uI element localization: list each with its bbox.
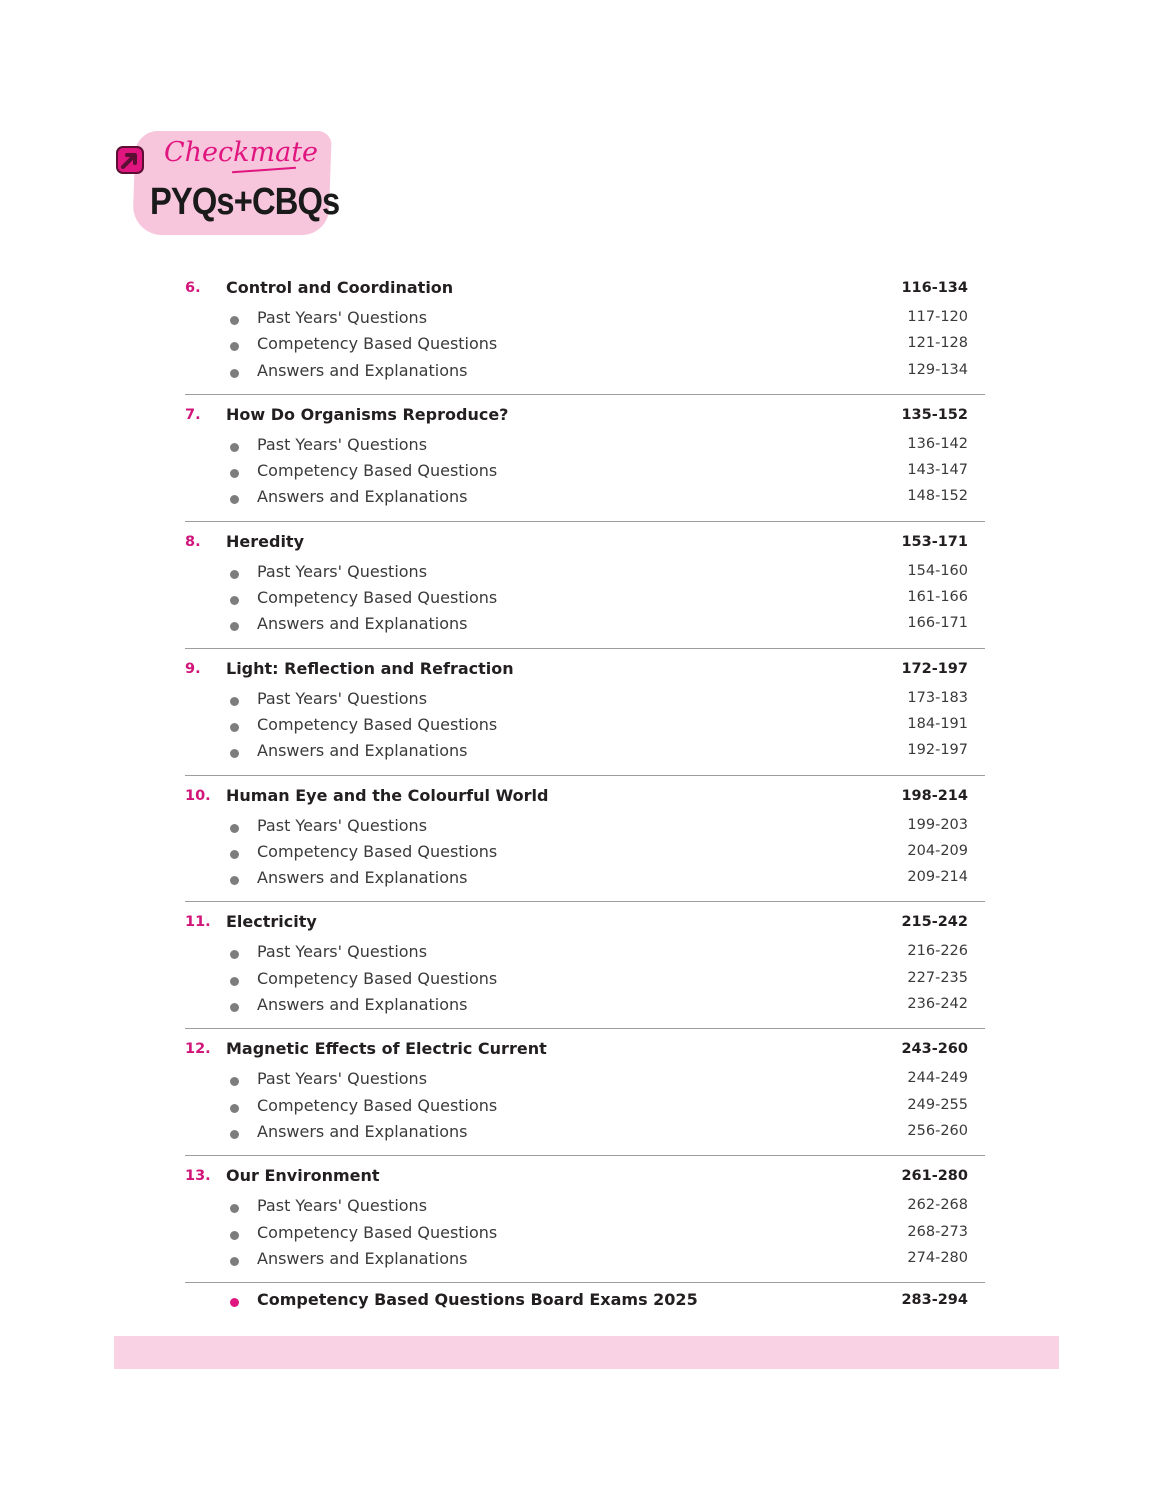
chapter-number: 10. <box>185 787 211 804</box>
chapter-pages: 243-260 <box>901 1041 968 1058</box>
toc-subitem[interactable] <box>185 815 985 841</box>
chapter-pages: 215-242 <box>901 914 968 931</box>
subitem-pages: 117-120 <box>907 309 968 325</box>
bullet-icon <box>230 1231 239 1240</box>
chapter-heading[interactable] <box>185 659 985 688</box>
extra-entry-label: Competency Based Questions Board Exams 2025 <box>257 1290 698 1309</box>
chapter-title: Control and Coordination <box>226 278 454 297</box>
chapter-pages: 172-197 <box>901 660 968 677</box>
chapter-number: 6. <box>185 280 201 296</box>
chapter-number: 12. <box>185 1041 211 1058</box>
subitem-label: Past Years' Questions <box>257 942 428 962</box>
toc-subitem[interactable] <box>185 1121 985 1147</box>
subitem-label: Past Years' Questions <box>257 561 428 581</box>
table-of-contents <box>185 278 985 1293</box>
chapter-title: Light: Reflection and Refraction <box>226 658 514 678</box>
toc-subitem[interactable] <box>185 1248 985 1274</box>
chapter-heading[interactable] <box>185 532 985 561</box>
chapter-title: How Do Organisms Reproduce? <box>226 404 509 424</box>
toc-chapter <box>185 912 985 1029</box>
toc-subitem[interactable] <box>185 994 985 1020</box>
toc-chapter <box>185 532 985 649</box>
bullet-icon <box>230 1077 239 1086</box>
chapter-title: Human Eye and the Colourful World <box>226 785 549 805</box>
subitem-pages: 209-214 <box>907 869 968 886</box>
extra-entry-pages: 283-294 <box>901 1292 968 1308</box>
bullet-icon <box>230 1003 239 1012</box>
logo-script-text: Checkmate <box>164 137 319 168</box>
toc-chapter <box>185 786 985 903</box>
chapter-heading[interactable] <box>185 1166 985 1195</box>
bullet-icon <box>230 1257 239 1266</box>
toc-subitem[interactable] <box>185 561 985 587</box>
toc-subitem[interactable] <box>185 1195 985 1221</box>
subitem-label: Competency Based Questions <box>257 1095 498 1115</box>
subitem-label: Answers and Explanations <box>257 995 468 1015</box>
subitem-label: Competency Based Questions <box>257 461 498 481</box>
subitem-pages: 121-128 <box>907 335 968 352</box>
chapter-title: Magnetic Effects of Electric Current <box>226 1039 547 1059</box>
subitem-label: Past Years' Questions <box>257 308 428 327</box>
bullet-icon <box>230 570 239 579</box>
chapter-pages: 135-152 <box>901 406 968 423</box>
subitem-pages: 154-160 <box>907 562 968 579</box>
chapter-heading[interactable] <box>185 912 985 941</box>
toc-chapter <box>185 405 985 522</box>
subitem-pages: 216-226 <box>907 943 968 960</box>
chapter-pages: 153-171 <box>901 533 968 550</box>
chapter-pages: 116-134 <box>901 280 968 296</box>
chapter-heading[interactable] <box>185 278 985 307</box>
toc-subitem[interactable] <box>185 1068 985 1094</box>
toc-chapter <box>185 659 985 776</box>
chapter-title: Electricity <box>226 912 317 932</box>
subitem-pages: 262-268 <box>907 1197 968 1214</box>
bullet-icon <box>230 950 239 959</box>
subitem-pages: 227-235 <box>907 969 968 986</box>
toc-subitem[interactable] <box>185 688 985 714</box>
subitem-pages: 199-203 <box>907 816 968 833</box>
bullet-icon <box>230 977 239 986</box>
subitem-pages: 184-191 <box>907 715 968 732</box>
subitem-pages: 143-147 <box>907 462 968 479</box>
subitem-label: Answers and Explanations <box>257 1121 468 1141</box>
logo-main-text: PYQs+CBQs <box>150 181 340 223</box>
checkmate-logo <box>116 131 340 237</box>
subitem-label: Competency Based Questions <box>257 588 498 608</box>
toc-chapter <box>185 278 985 395</box>
bullet-icon <box>230 749 239 758</box>
bullet-icon <box>230 697 239 706</box>
subitem-pages: 136-142 <box>907 435 968 452</box>
chapter-number: 8. <box>185 533 201 550</box>
toc-subitem[interactable] <box>185 587 985 613</box>
chapter-title: Our Environment <box>226 1166 380 1186</box>
toc-subitem[interactable] <box>185 307 985 333</box>
subitem-label: Answers and Explanations <box>257 741 468 761</box>
subitem-pages: 236-242 <box>907 996 968 1013</box>
subitem-label: Past Years' Questions <box>257 434 428 454</box>
subitem-label: Answers and Explanations <box>257 1248 468 1268</box>
subitem-label: Competency Based Questions <box>257 968 498 988</box>
toc-subitem[interactable] <box>185 460 985 486</box>
toc-subitem[interactable] <box>185 1095 985 1121</box>
bullet-icon <box>230 495 239 504</box>
subitem-label: Answers and Explanations <box>257 487 468 507</box>
toc-subitem[interactable] <box>185 1222 985 1248</box>
bullet-icon <box>230 1130 239 1139</box>
toc-subitem[interactable] <box>185 968 985 994</box>
toc-subitem[interactable] <box>185 841 985 867</box>
bullet-icon <box>230 622 239 631</box>
chapter-pages: 261-280 <box>901 1168 968 1185</box>
toc-subitem[interactable] <box>185 867 985 893</box>
bullet-icon <box>230 850 239 859</box>
subitem-pages: 192-197 <box>907 742 968 759</box>
toc-subitem[interactable] <box>185 434 985 460</box>
toc-chapter <box>185 1166 985 1283</box>
chapter-heading[interactable] <box>185 1039 985 1068</box>
subitem-pages: 274-280 <box>907 1249 968 1266</box>
bullet-icon <box>230 1104 239 1113</box>
chapter-pages: 198-214 <box>901 787 968 804</box>
subitem-label: Answers and Explanations <box>257 360 468 380</box>
subitem-label: Competency Based Questions <box>257 334 498 354</box>
chapter-heading[interactable] <box>185 786 985 815</box>
toc-subitem[interactable] <box>185 613 985 639</box>
subitem-label: Past Years' Questions <box>257 1069 428 1089</box>
subitem-pages: 166-171 <box>907 615 968 632</box>
subitem-label: Competency Based Questions <box>257 714 498 734</box>
subitem-label: Past Years' Questions <box>257 688 428 708</box>
subitem-label: Past Years' Questions <box>257 1196 428 1216</box>
subitem-pages: 268-273 <box>907 1223 968 1240</box>
bullet-icon <box>230 876 239 885</box>
subitem-label: Competency Based Questions <box>257 841 498 861</box>
bullet-icon <box>230 369 239 378</box>
subitem-pages: 256-260 <box>907 1122 968 1139</box>
bullet-icon <box>230 469 239 478</box>
toc-subitem[interactable] <box>185 486 985 512</box>
subitem-pages: 129-134 <box>907 361 968 378</box>
chapter-number: 13. <box>185 1168 211 1185</box>
toc-subitem[interactable] <box>185 740 985 766</box>
subitem-label: Answers and Explanations <box>257 614 468 634</box>
subitem-pages: 161-166 <box>907 589 968 606</box>
toc-subitem[interactable] <box>185 714 985 740</box>
subitem-label: Competency Based Questions <box>257 1222 498 1242</box>
bullet-icon <box>230 1298 239 1307</box>
bullet-icon <box>230 443 239 452</box>
subitem-pages: 148-152 <box>907 488 968 505</box>
chapter-number: 7. <box>185 406 201 423</box>
footer-band <box>114 1336 1059 1369</box>
toc-subitem[interactable] <box>185 941 985 967</box>
subitem-pages: 249-255 <box>907 1096 968 1113</box>
subitem-pages: 204-209 <box>907 842 968 859</box>
subitem-label: Past Years' Questions <box>257 815 428 835</box>
arrow-icon <box>116 146 144 174</box>
chapter-number: 11. <box>185 914 211 931</box>
bullet-icon <box>230 824 239 833</box>
bullet-icon <box>230 1204 239 1213</box>
chapter-title: Heredity <box>226 531 304 551</box>
toc-extra-entry[interactable] <box>185 1290 985 1316</box>
toc-subitem[interactable] <box>185 333 985 359</box>
subitem-pages: 244-249 <box>907 1070 968 1087</box>
bullet-icon <box>230 316 239 325</box>
chapter-heading[interactable] <box>185 405 985 434</box>
bullet-icon <box>230 342 239 351</box>
bullet-icon <box>230 723 239 732</box>
toc-chapter <box>185 1039 985 1156</box>
subitem-label: Answers and Explanations <box>257 868 468 888</box>
subitem-pages: 173-183 <box>907 689 968 706</box>
chapter-number: 9. <box>185 660 201 677</box>
bullet-icon <box>230 596 239 605</box>
toc-subitem[interactable] <box>185 360 985 386</box>
